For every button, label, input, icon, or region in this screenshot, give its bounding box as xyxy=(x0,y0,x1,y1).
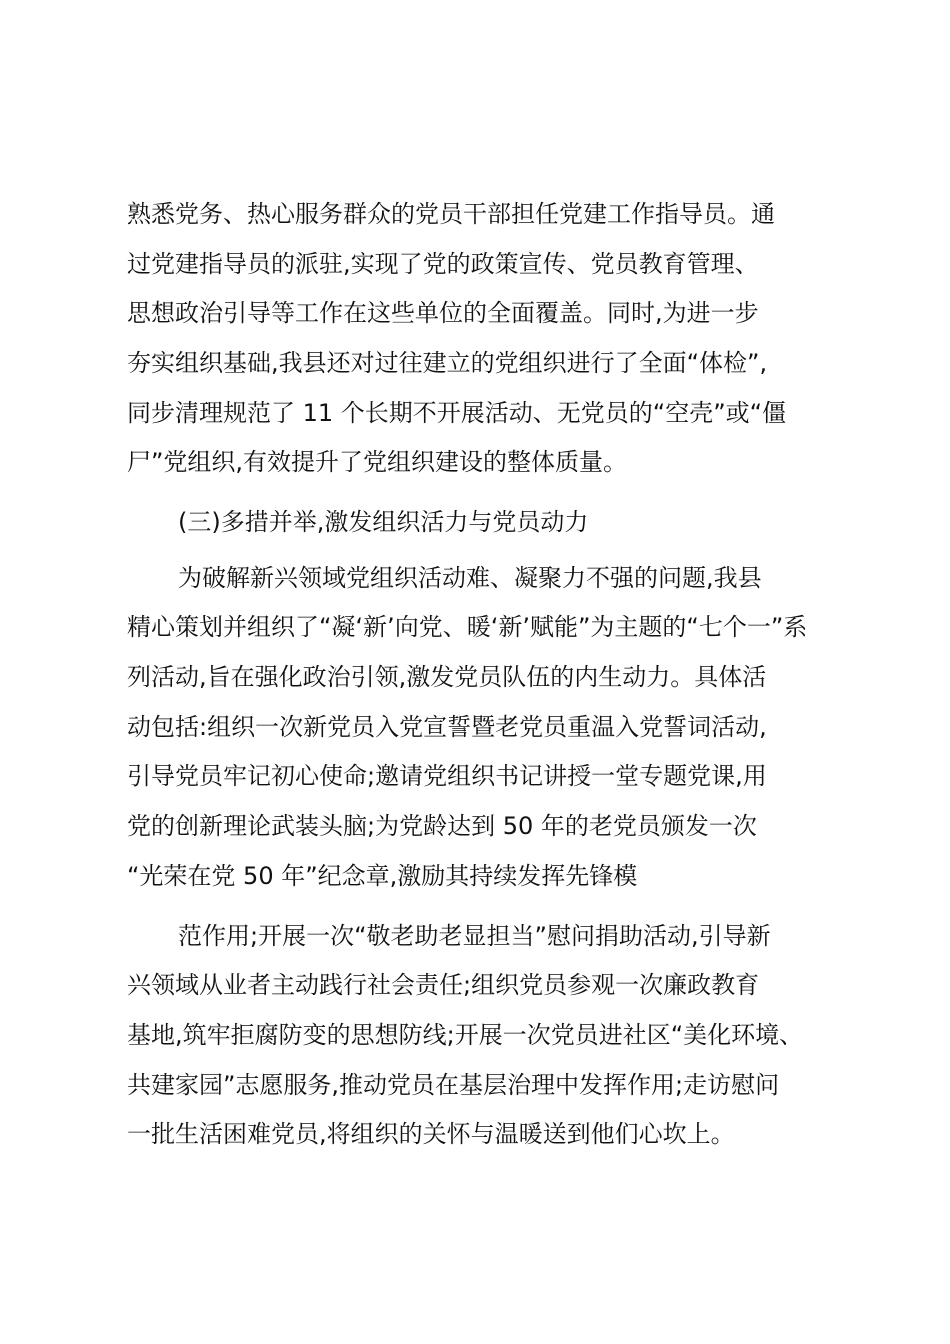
paragraph-2-line-5: 引导党员牢记初心使命;邀请党组织书记讲授一堂专题党课,用 xyxy=(127,762,767,790)
paragraph-3-line-1: 范作用;开展一次“敬老助老显担当”慰问捐助活动,引导新 xyxy=(178,922,771,950)
paragraph-1-line-3: 思想政治引导等工作在这些单位的全面覆盖。同时,为进一步 xyxy=(127,299,759,327)
paragraph-1-line-1: 熟悉党务、热心服务群众的党员干部担任党建工作指导员。通 xyxy=(127,200,775,228)
paragraph-2-line-7: “光荣在党 50 年”纪念章,激励其持续发挥先锋模 xyxy=(127,862,638,890)
paragraph-3-line-2: 兴领域从业者主动践行社会责任;组织党员参观一次廉政教育 xyxy=(127,971,760,999)
paragraph-3-line-3: 基地,筑牢拒腐防变的思想防线;开展一次党员进社区“美化环境、 xyxy=(127,1021,804,1049)
paragraph-2-line-3: 列活动,旨在强化政治引领,激发党员队伍的内生动力。具体活 xyxy=(127,663,767,691)
paragraph-2-line-1: 为破解新兴领域党组织活动难、凝聚力不强的问题,我县 xyxy=(178,564,762,592)
paragraph-3-line-5: 一批生活困难党员,将组织的关怀与温暖送到他们心坎上。 xyxy=(127,1120,735,1148)
paragraph-1-line-6: 尸”党组织,有效提升了党组织建设的整体质量。 xyxy=(127,448,628,476)
paragraph-2-line-6: 党的创新理论武装头脑;为党龄达到 50 年的老党员颁发一次 xyxy=(127,812,757,840)
paragraph-3-line-4: 共建家园”志愿服务,推动党员在基层治理中发挥作用;走访慰问 xyxy=(127,1071,780,1099)
paragraph-1-line-2: 过党建指导员的派驻,实现了党的政策宣传、党员教育管理、 xyxy=(127,250,759,278)
paragraph-1-line-5: 同步清理规范了 11 个长期不开展活动、无党员的“空壳”或“僵 xyxy=(127,399,787,427)
paragraph-2-line-2: 精心策划并组织了“凝‘新’向党、暖‘新’赋能”为主题的“七个一”系 xyxy=(127,613,808,641)
paragraph-2-line-4: 动包括:组织一次新党员入党宣誓暨老党员重温入党誓词活动, xyxy=(127,713,767,741)
paragraph-1-line-4: 夯实组织基础,我县还对过往建立的党组织进行了全面“体检”, xyxy=(127,349,768,377)
section-heading: (三)多措并举,激发组织活力与党员动力 xyxy=(178,508,589,536)
